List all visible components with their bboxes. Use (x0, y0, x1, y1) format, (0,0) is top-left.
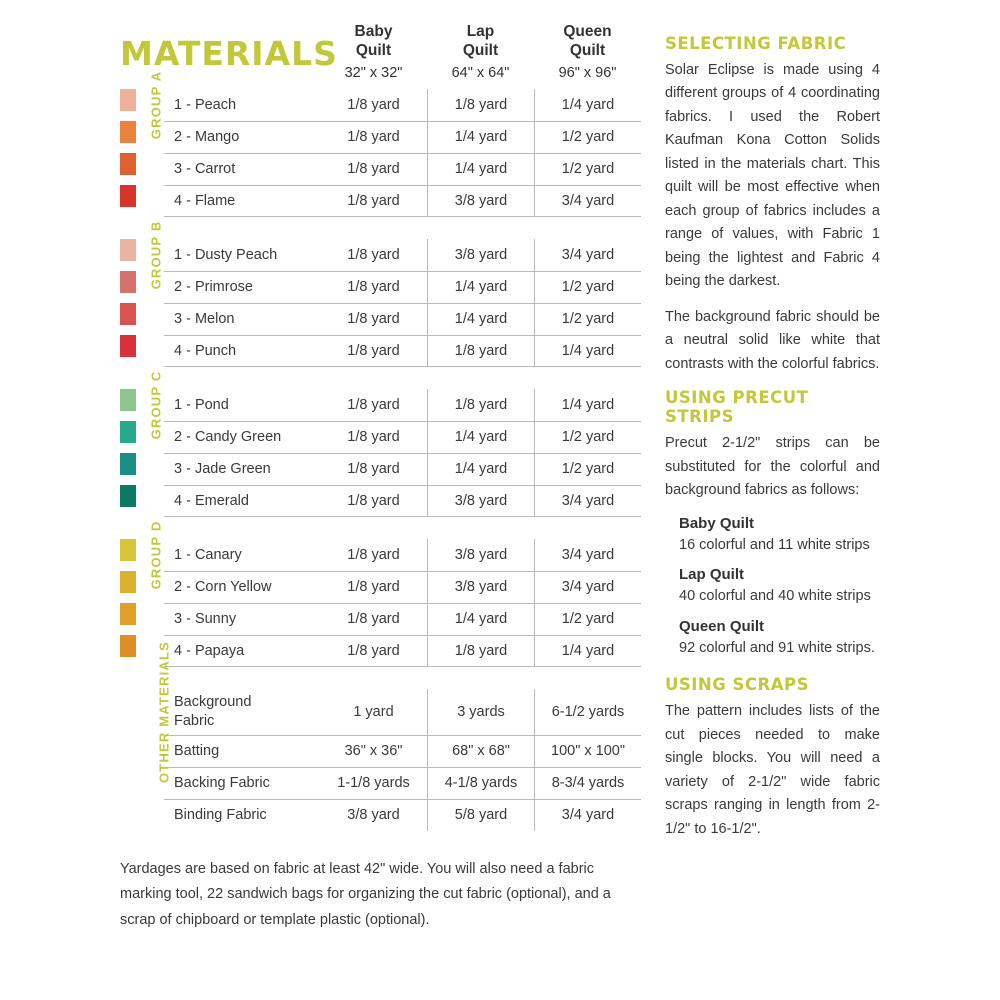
yardage-queen: 1/2 yard (534, 271, 641, 303)
column-header-lap: Lap Quilt (462, 23, 499, 60)
chart-header (120, 22, 650, 81)
group-block-c (120, 370, 650, 517)
swatch-cell (120, 799, 136, 831)
fabric-name: 4 - Papaya (164, 635, 320, 667)
group-label-spacer (136, 603, 164, 635)
color-swatch (120, 89, 136, 111)
using-scraps-paragraph: The pattern includes lists of the cut pieces needed to make single blocks. You will need a variety of 2-1/2" wide fabric scraps ranging in length from 2-1/2" to 16-1/2". (665, 703, 880, 837)
color-swatch (120, 335, 136, 357)
page-title: MATERIALS (120, 34, 338, 73)
fabric-name: 2 - Mango (164, 121, 320, 153)
group-label-spacer (136, 767, 164, 799)
swatch-cell (120, 185, 136, 217)
yardage-lap: 3/8 yard (427, 539, 534, 571)
yardage-lap: 3/8 yard (427, 239, 534, 271)
color-swatch (120, 389, 136, 411)
selecting-fabric-paragraph-2: The background fabric should be a neutral solid like white that contrasts with the colorful fabrics. (665, 308, 880, 372)
fabric-name: 1 - Canary (174, 546, 242, 563)
fabric-name: 2 - Candy Green (164, 421, 320, 453)
yardage-lap: 1/4 yard (427, 453, 534, 485)
yardage-baby: 1/8 yard (320, 421, 427, 453)
precut-strips-intro: Precut 2-1/2" strips can be substituted for the colorful and background fabrics as follows: (665, 435, 880, 499)
swatch-cell (120, 485, 136, 517)
swatch-cell (120, 239, 136, 271)
color-swatch (120, 539, 136, 561)
yardage-queen: 3/4 yard (534, 185, 641, 217)
group-label-spacer (136, 303, 164, 335)
table-row (120, 571, 650, 603)
fabric-name: 4 - Emerald (164, 485, 320, 517)
swatch-cell (120, 89, 136, 121)
color-swatch (120, 485, 136, 507)
swatch-cell (120, 153, 136, 185)
yardage-baby: 1/8 yard (320, 271, 427, 303)
swatch-cell (120, 539, 136, 571)
yardage-lap: 1/8 yard (427, 635, 534, 667)
quantity-baby: 1 yard (353, 703, 394, 720)
group-label-d: GROUP D (148, 520, 164, 590)
yardage-baby: 1/8 yard (320, 453, 427, 485)
yardage-queen: 1/4 yard (534, 635, 641, 667)
precut-item-text-baby: 16 colorful and 11 white strips (679, 536, 870, 553)
column-header-baby: Baby Quilt (354, 23, 393, 60)
yardage-baby: 1/8 yard (320, 185, 427, 217)
yardage-baby: 1/8 yard (347, 96, 400, 113)
yardage-queen: 1/2 yard (534, 153, 641, 185)
yardage-queen: 3/4 yard (534, 485, 641, 517)
yardage-baby: 1/8 yard (320, 635, 427, 667)
table-row (120, 453, 650, 485)
material-name-line2: Fabric (174, 712, 215, 729)
quantity-queen: 3/4 yard (534, 799, 641, 831)
table-row (120, 271, 650, 303)
fabric-name: 2 - Corn Yellow (164, 571, 320, 603)
column-size-lap: 64" x 64" (451, 64, 510, 81)
column-size-queen: 96" x 96" (558, 64, 617, 81)
precut-item-label-baby: Baby Quilt (679, 514, 755, 532)
precut-item-text-lap: 40 colorful and 40 white strips (679, 588, 871, 605)
yardage-queen: 1/2 yard (534, 303, 641, 335)
group-label-b: GROUP B (148, 220, 164, 290)
table-row (120, 799, 650, 831)
quantity-baby: 1-1/8 yards (320, 767, 427, 799)
quantity-lap: 3 yards (427, 689, 534, 735)
material-name: Binding Fabric (164, 799, 320, 831)
swatch-cell (120, 767, 136, 799)
yardage-queen: 1/2 yard (534, 603, 641, 635)
yardage-queen: 1/2 yard (534, 121, 641, 153)
group-label-spacer (136, 735, 164, 767)
yardage-lap: 1/4 yard (427, 421, 534, 453)
material-name: Backing Fabric (164, 767, 320, 799)
swatch-cell (120, 303, 136, 335)
color-swatch (120, 421, 136, 443)
fabric-name: 3 - Melon (164, 303, 320, 335)
yardage-baby: 1/8 yard (320, 603, 427, 635)
yardage-lap: 3/8 yard (427, 485, 534, 517)
table-row (120, 735, 650, 767)
footnote-text: Yardages are based on fabric at least 42" wide. You will also need a fabric marking tool, 22 sandwich bags for organizing the cut fabric (optional), and a scrap of chipboard or template plastic (optional). (120, 860, 611, 928)
table-row (120, 335, 650, 367)
precut-item-label-queen: Queen Quilt (679, 617, 765, 635)
yardage-queen: 3/4 yard (534, 539, 641, 571)
color-swatch (120, 153, 136, 175)
group-label-spacer (136, 421, 164, 453)
yardage-baby: 1/8 yard (347, 396, 400, 413)
fabric-name: 1 - Pond (174, 396, 229, 413)
fabric-name: 3 - Sunny (164, 603, 320, 635)
swatch-cell (120, 389, 136, 421)
fabric-name: 4 - Punch (164, 335, 320, 367)
yardage-queen: 1/2 yard (534, 453, 641, 485)
yardage-lap: 1/8 yard (427, 335, 534, 367)
yardage-lap: 1/8 yard (427, 389, 534, 421)
column-headers (320, 22, 641, 81)
table-row (120, 121, 650, 153)
swatch-cell (120, 603, 136, 635)
quantity-lap: 5/8 yard (427, 799, 534, 831)
color-swatch (120, 121, 136, 143)
yardage-lap: 1/4 yard (427, 271, 534, 303)
yardage-queen: 1/4 yard (534, 335, 641, 367)
fabric-name: 3 - Carrot (164, 153, 320, 185)
materials-chart (120, 22, 650, 933)
table-row (120, 767, 650, 799)
yardage-baby: 1/8 yard (320, 571, 427, 603)
table-row (120, 603, 650, 635)
column-header-queen: Queen Quilt (563, 23, 612, 60)
swatch-cell (120, 453, 136, 485)
quantity-lap: 4-1/8 yards (427, 767, 534, 799)
yardage-queen: 1/4 yard (534, 89, 641, 121)
material-name-line1: Background (174, 693, 252, 710)
column-size-baby: 32" x 32" (344, 64, 403, 81)
yardage-baby: 1/8 yard (320, 153, 427, 185)
quantity-queen: 8-3/4 yards (534, 767, 641, 799)
quantity-queen: 6-1/2 yards (534, 689, 641, 735)
yardage-baby: 1/8 yard (347, 246, 400, 263)
precut-item-label-lap: Lap Quilt (679, 566, 744, 584)
color-swatch (120, 239, 136, 261)
yardage-lap: 1/8 yard (427, 89, 534, 121)
swatch-cell (120, 635, 136, 667)
fabric-name: 4 - Flame (164, 185, 320, 217)
other-materials-label: OTHER MATERIALS (156, 640, 172, 783)
fabric-name: 3 - Jade Green (164, 453, 320, 485)
selecting-fabric-paragraph-1: Solar Eclipse is made using 4 different groups of 4 coordinating fabrics. I used the Robert Kaufman Kona Cotton Solids listed in the materials chart. This quilt will be most effective when each group of fabrics includes a range of values, with Fabric 1 being the lightest and Fabric 4 being the darkest. (665, 62, 880, 290)
quantity-baby: 36" x 36" (320, 735, 427, 767)
material-name (164, 689, 320, 735)
yardage-lap: 1/4 yard (427, 153, 534, 185)
yardage-queen: 3/4 yard (534, 571, 641, 603)
color-swatch (120, 453, 136, 475)
yardage-lap: 1/4 yard (427, 121, 534, 153)
yardage-lap: 3/8 yard (427, 185, 534, 217)
table-row (120, 153, 650, 185)
swatch-cell (120, 735, 136, 767)
group-label-spacer (136, 799, 164, 831)
color-swatch (120, 271, 136, 293)
color-swatch (120, 603, 136, 625)
swatch-cell (120, 335, 136, 367)
color-swatch (120, 185, 136, 207)
swatch-cell (120, 571, 136, 603)
swatch-cell (120, 689, 136, 735)
quantity-lap: 68" x 68" (427, 735, 534, 767)
table-row (120, 635, 650, 667)
color-swatch (120, 571, 136, 593)
group-label-a: GROUP A (148, 70, 164, 139)
heading-selecting-fabric: SELECTING FABRIC (665, 34, 847, 53)
table-row (120, 485, 650, 517)
material-name: Batting (164, 735, 320, 767)
yardage-baby: 1/8 yard (320, 303, 427, 335)
yardage-baby: 1/8 yard (320, 485, 427, 517)
group-label-spacer (136, 121, 164, 153)
yardage-queen: 1/4 yard (534, 389, 641, 421)
yardage-queen: 3/4 yard (534, 239, 641, 271)
yardage-baby: 1/8 yard (320, 121, 427, 153)
precut-item-text-queen: 92 colorful and 91 white strips. (679, 639, 875, 656)
quantity-queen: 100" x 100" (534, 735, 641, 767)
fabric-name: 1 - Dusty Peach (174, 246, 278, 263)
yardage-queen: 1/2 yard (534, 421, 641, 453)
group-label-spacer (136, 453, 164, 485)
group-label-spacer (136, 271, 164, 303)
group-block-d (120, 520, 650, 667)
group-block-b (120, 220, 650, 367)
swatch-cell (120, 271, 136, 303)
fabric-name: 2 - Primrose (164, 271, 320, 303)
group-label-c: GROUP C (148, 370, 164, 440)
table-row (120, 303, 650, 335)
heading-using-precut-strips: USING PRECUT STRIPS (665, 388, 809, 427)
group-label-spacer (136, 571, 164, 603)
quantity-baby: 3/8 yard (320, 799, 427, 831)
yardage-baby: 1/8 yard (320, 335, 427, 367)
heading-using-scraps: USING SCRAPS (665, 675, 809, 695)
yardage-lap: 1/4 yard (427, 603, 534, 635)
swatch-cell (120, 421, 136, 453)
swatch-cell (120, 121, 136, 153)
fabric-name: 1 - Peach (174, 96, 237, 113)
color-swatch (120, 635, 136, 657)
table-row (120, 185, 650, 217)
yardage-lap: 1/4 yard (427, 303, 534, 335)
sidebar (665, 34, 880, 853)
yardage-baby: 1/8 yard (347, 546, 400, 563)
yardage-lap: 3/8 yard (427, 571, 534, 603)
color-swatch (120, 303, 136, 325)
group-label-spacer (136, 153, 164, 185)
table-row (120, 421, 650, 453)
